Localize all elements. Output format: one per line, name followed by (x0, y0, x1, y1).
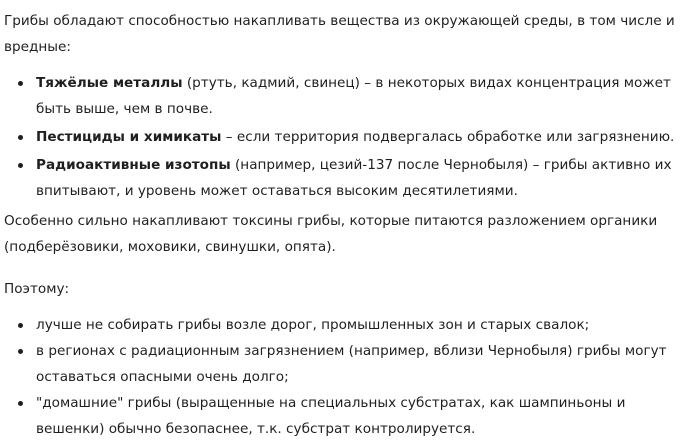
hazard-description: – если территория подвергалась обработке или загрязнению. (221, 129, 675, 145)
list-item-advice-roads: лучше не собирать грибы возле дорог, промышленных зон и старых свалок; (4, 312, 694, 338)
hazard-description: (ртуть, кадмий, свинец) – в некоторых видах концентрация может быть выше, чем в почве. (36, 75, 671, 117)
document-body (4, 0, 694, 442)
list-item-advice-home-grown: "домашние" грибы (выращенные на специальных субстратах, как шампиньоны и вешенки) обычно безопаснее, т.к. субстрат контролируется. (4, 390, 694, 442)
hazard-list (4, 70, 694, 204)
list-item-pesticides (4, 124, 694, 150)
intro-paragraph: Грибы обладают способностью накапливать вещества из окружающей среды, в том числе и вредные: (4, 13, 675, 55)
hazard-description: (например, цезий-137 после Чернобыля) – грибы активно их впитывают, и уровень может оставаться высоким десятилетиями. (36, 157, 672, 199)
advice-list (4, 312, 694, 442)
list-item-radioactive-isotopes (4, 152, 694, 204)
list-item-advice-radiation: в регионах с радиационным загрязнением (например, вблизи Чернобыля) грибы могут оставаться опасными очень долго; (4, 338, 694, 390)
hazard-term: Радиоактивные изотопы (36, 157, 231, 173)
conclusion-label: Поэтому: (4, 281, 70, 297)
hazard-term: Тяжёлые металлы (36, 75, 183, 91)
hazard-term: Пестициды и химикаты (36, 129, 222, 145)
list-item-heavy-metals (4, 70, 694, 122)
toxin-paragraph: Особенно сильно накапливают токсины грибы, которые питаются разложением органики (подберёзовики, моховики, свинушки, опята). (4, 213, 658, 255)
